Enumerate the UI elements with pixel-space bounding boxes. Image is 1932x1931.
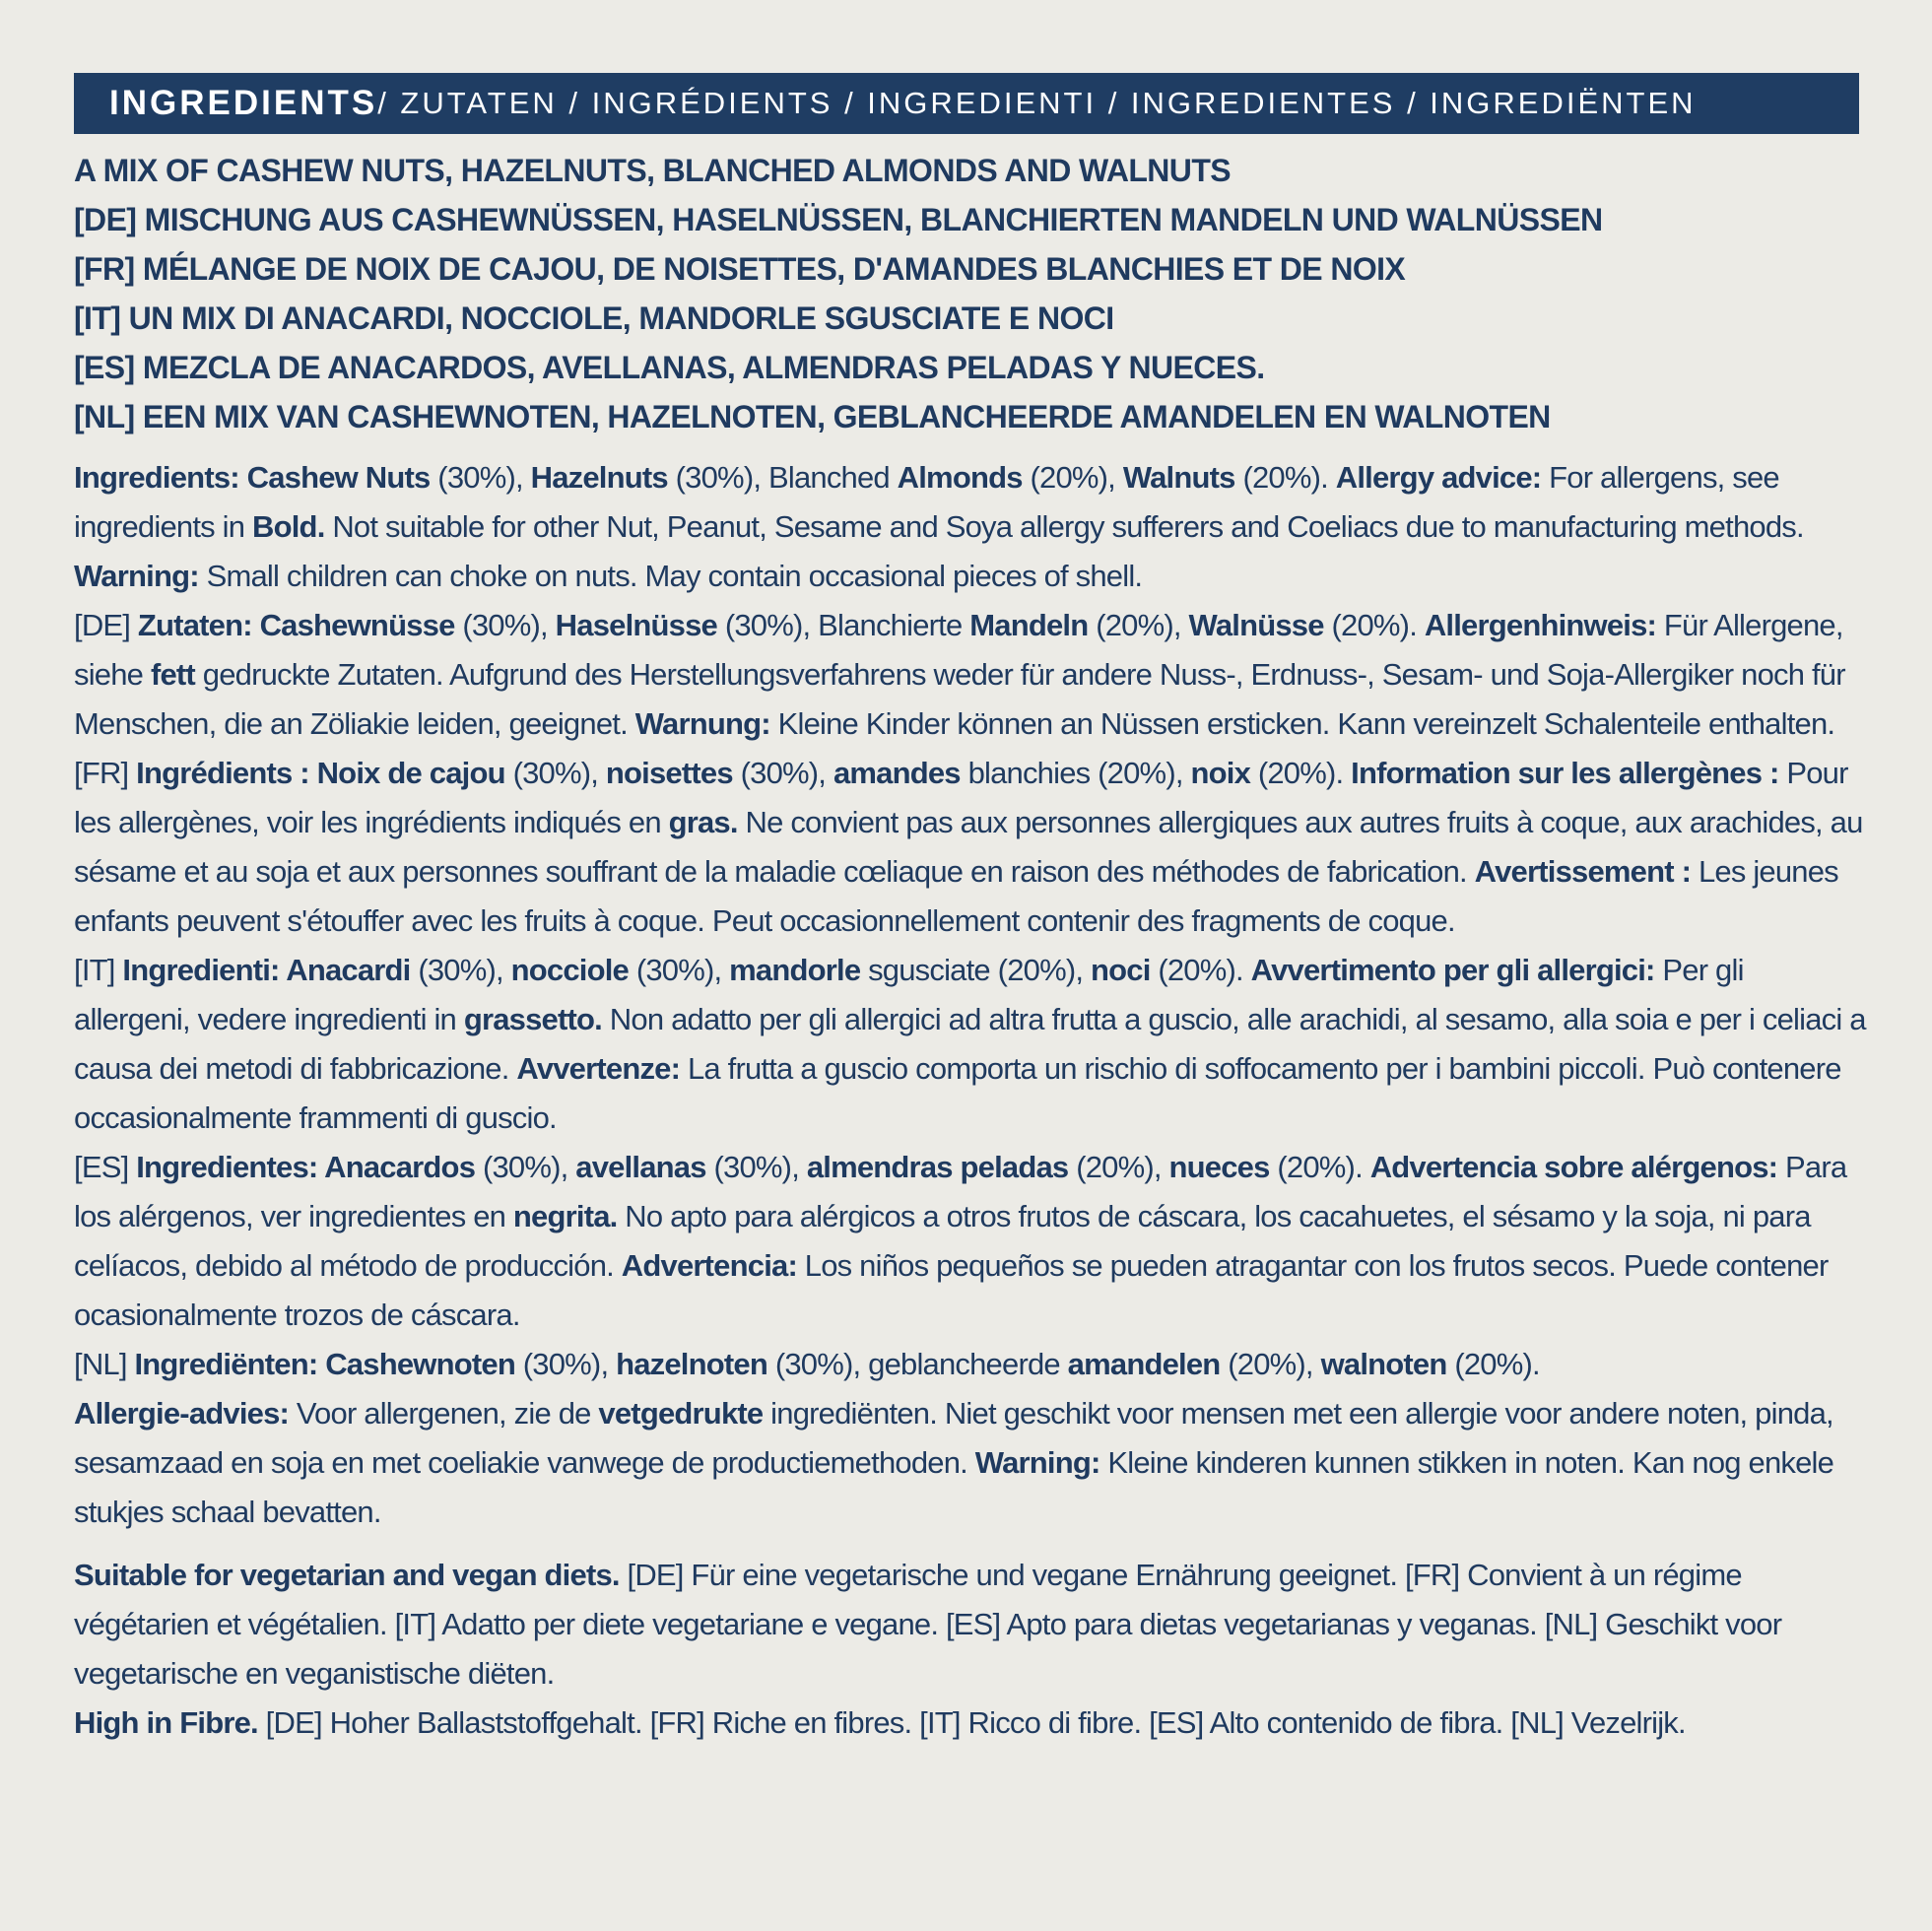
- header-languages: / ZUTATEN / INGRÉDIENTS / INGREDIENTI / INGREDIENTES / INGREDIËNTEN: [377, 86, 1697, 120]
- ingredients-fr: [FR] Ingrédients : Noix de cajou (30%), noisettes (30%), amandes blanchies (20%), noix (20%). Information sur les allergènes : Pour les allergènes, voir les ingrédients indiqués en gras. Ne convient pas aux personnes allergiques aux autres fruits à coque, aux arachides, au sésame et au soja et aux personnes souffrant de la maladie cœliaque en raison des méthodes de fabrication. Avertissement : Les jeunes enfants peuvent s'étouffer avec les fruits à coque. Peut occasionnellement contenir des fragments de coque.: [74, 756, 1863, 938]
- ingredients-es: [ES] Ingredientes: Anacardos (30%), avellanas (30%), almendras peladas (20%), nueces (20%). Advertencia sobre alérgenos: Para los alérgenos, ver ingredientes en negrita. No apto para alérgicos a otros frutos de cáscara, los cacahuetes, el sésamo y la soja, ni para celíacos, debido al método de producción. Advertencia: Los niños pequeños se pueden atragantar con los frutos secos. Puede contener ocasionalmente trozos de cáscara.: [74, 1150, 1847, 1332]
- title-en: A MIX OF CASHEW NUTS, HAZELNUTS, BLANCHED ALMONDS AND WALNUTS: [74, 153, 1232, 188]
- ingredients-it: [IT] Ingredienti: Anacardi (30%), nocciole (30%), mandorle sgusciate (20%), noci (20%). Avvertimento per gli allergici: Per gli allergeni, vedere ingredienti in grassetto. Non adatto per gli allergici ad altra frutta a guscio, alle arachidi, al sesamo, alla soia e per i celiaci a causa dei metodi di fabbricazione. Avvertenze: La frutta a guscio comporta un rischio di soffocamento per i bambini piccoli. Può contenere occasionalmente frammenti di guscio.: [74, 953, 1866, 1135]
- fibre-statement: High in Fibre. [DE] Hoher Ballaststoffgehalt. [FR] Riche en fibres. [IT] Ricco di fibre. [ES] Alto contenido de fibra. [NL] Vezelrijk.: [74, 1705, 1686, 1740]
- vegan-statement: Suitable for vegetarian and vegan diets. [DE] Für eine vegetarische und vegane Ernährung geeignet. [FR] Convient à un régime végétarien et végétalien. [IT] Adatto per diete vegetariane e vegane. [ES] Apto para dietas vegetarianas y veganas. [NL] Geschikt voor vegetarische en veganistische diëten.: [74, 1558, 1782, 1691]
- ingredients-header: [74, 73, 1859, 134]
- ingredients-en: Ingredients: Cashew Nuts (30%), Hazelnuts (30%), Blanched Almonds (20%), Walnuts (20%). Allergy advice: For allergens, see ingredients in Bold. Not suitable for other Nut, Peanut, Sesame and Soya allergy sufferers and Coeliacs due to manufacturing methods. Warning: Small children can choke on nuts. May contain occasional pieces of shell.: [74, 460, 1804, 593]
- title-de: [DE] MISCHUNG AUS CASHEWNÜSSEN, HASELNÜSSEN, BLANCHIERTEN MANDELN UND WALNÜSSEN: [74, 202, 1603, 237]
- ingredients-de: [DE] Zutaten: Cashewnüsse (30%), Haselnüsse (30%), Blanchierte Mandeln (20%), Walnüsse (20%). Allergenhinweis: Für Allergene, siehe fett gedruckte Zutaten. Aufgrund des Herstellungsverfahrens weder für andere Nuss-, Erdnuss-, Sesam- und Soja-Allergiker noch für Menschen, die an Zöliakie leiden, geeignet. Warnung: Kleine Kinder können an Nüssen ersticken. Kann vereinzelt Schalenteile enthalten.: [74, 608, 1845, 741]
- header-main: INGREDIENTS: [109, 84, 378, 122]
- title-it: [IT] UN MIX DI ANACARDI, NOCCIOLE, MANDORLE SGUSCIATE E NOCI: [74, 300, 1114, 336]
- title-nl: [NL] EEN MIX VAN CASHEWNOTEN, HAZELNOTEN, GEBLANCHEERDE AMANDELEN EN WALNOTEN: [74, 399, 1551, 434]
- ingredients-panel: [74, 73, 1866, 1748]
- ingredient-details: [74, 453, 1866, 1537]
- product-titles: [74, 146, 1859, 441]
- ingredients-nl: [NL] Ingrediënten: Cashewnoten (30%), hazelnoten (30%), geblancheerde amandelen (20%), walnoten (20%). Allergie-advies: Voor allergenen, zie de vetgedrukte ingrediënten. Niet geschikt voor mensen met een allergie voor andere noten, pinda, sesamzaad en soja en met coeliakie vanwege de productiemethoden. Warning: Kleine kinderen kunnen stikken in noten. Kan nog enkele stukjes schaal bevatten.: [74, 1347, 1834, 1529]
- title-es: [ES] MEZCLA DE ANACARDOS, AVELLANAS, ALMENDRAS PELADAS Y NUECES.: [74, 350, 1265, 385]
- title-fr: [FR] MÉLANGE DE NOIX DE CAJOU, DE NOISETTES, D'AMANDES BLANCHIES ET DE NOIX: [74, 251, 1406, 287]
